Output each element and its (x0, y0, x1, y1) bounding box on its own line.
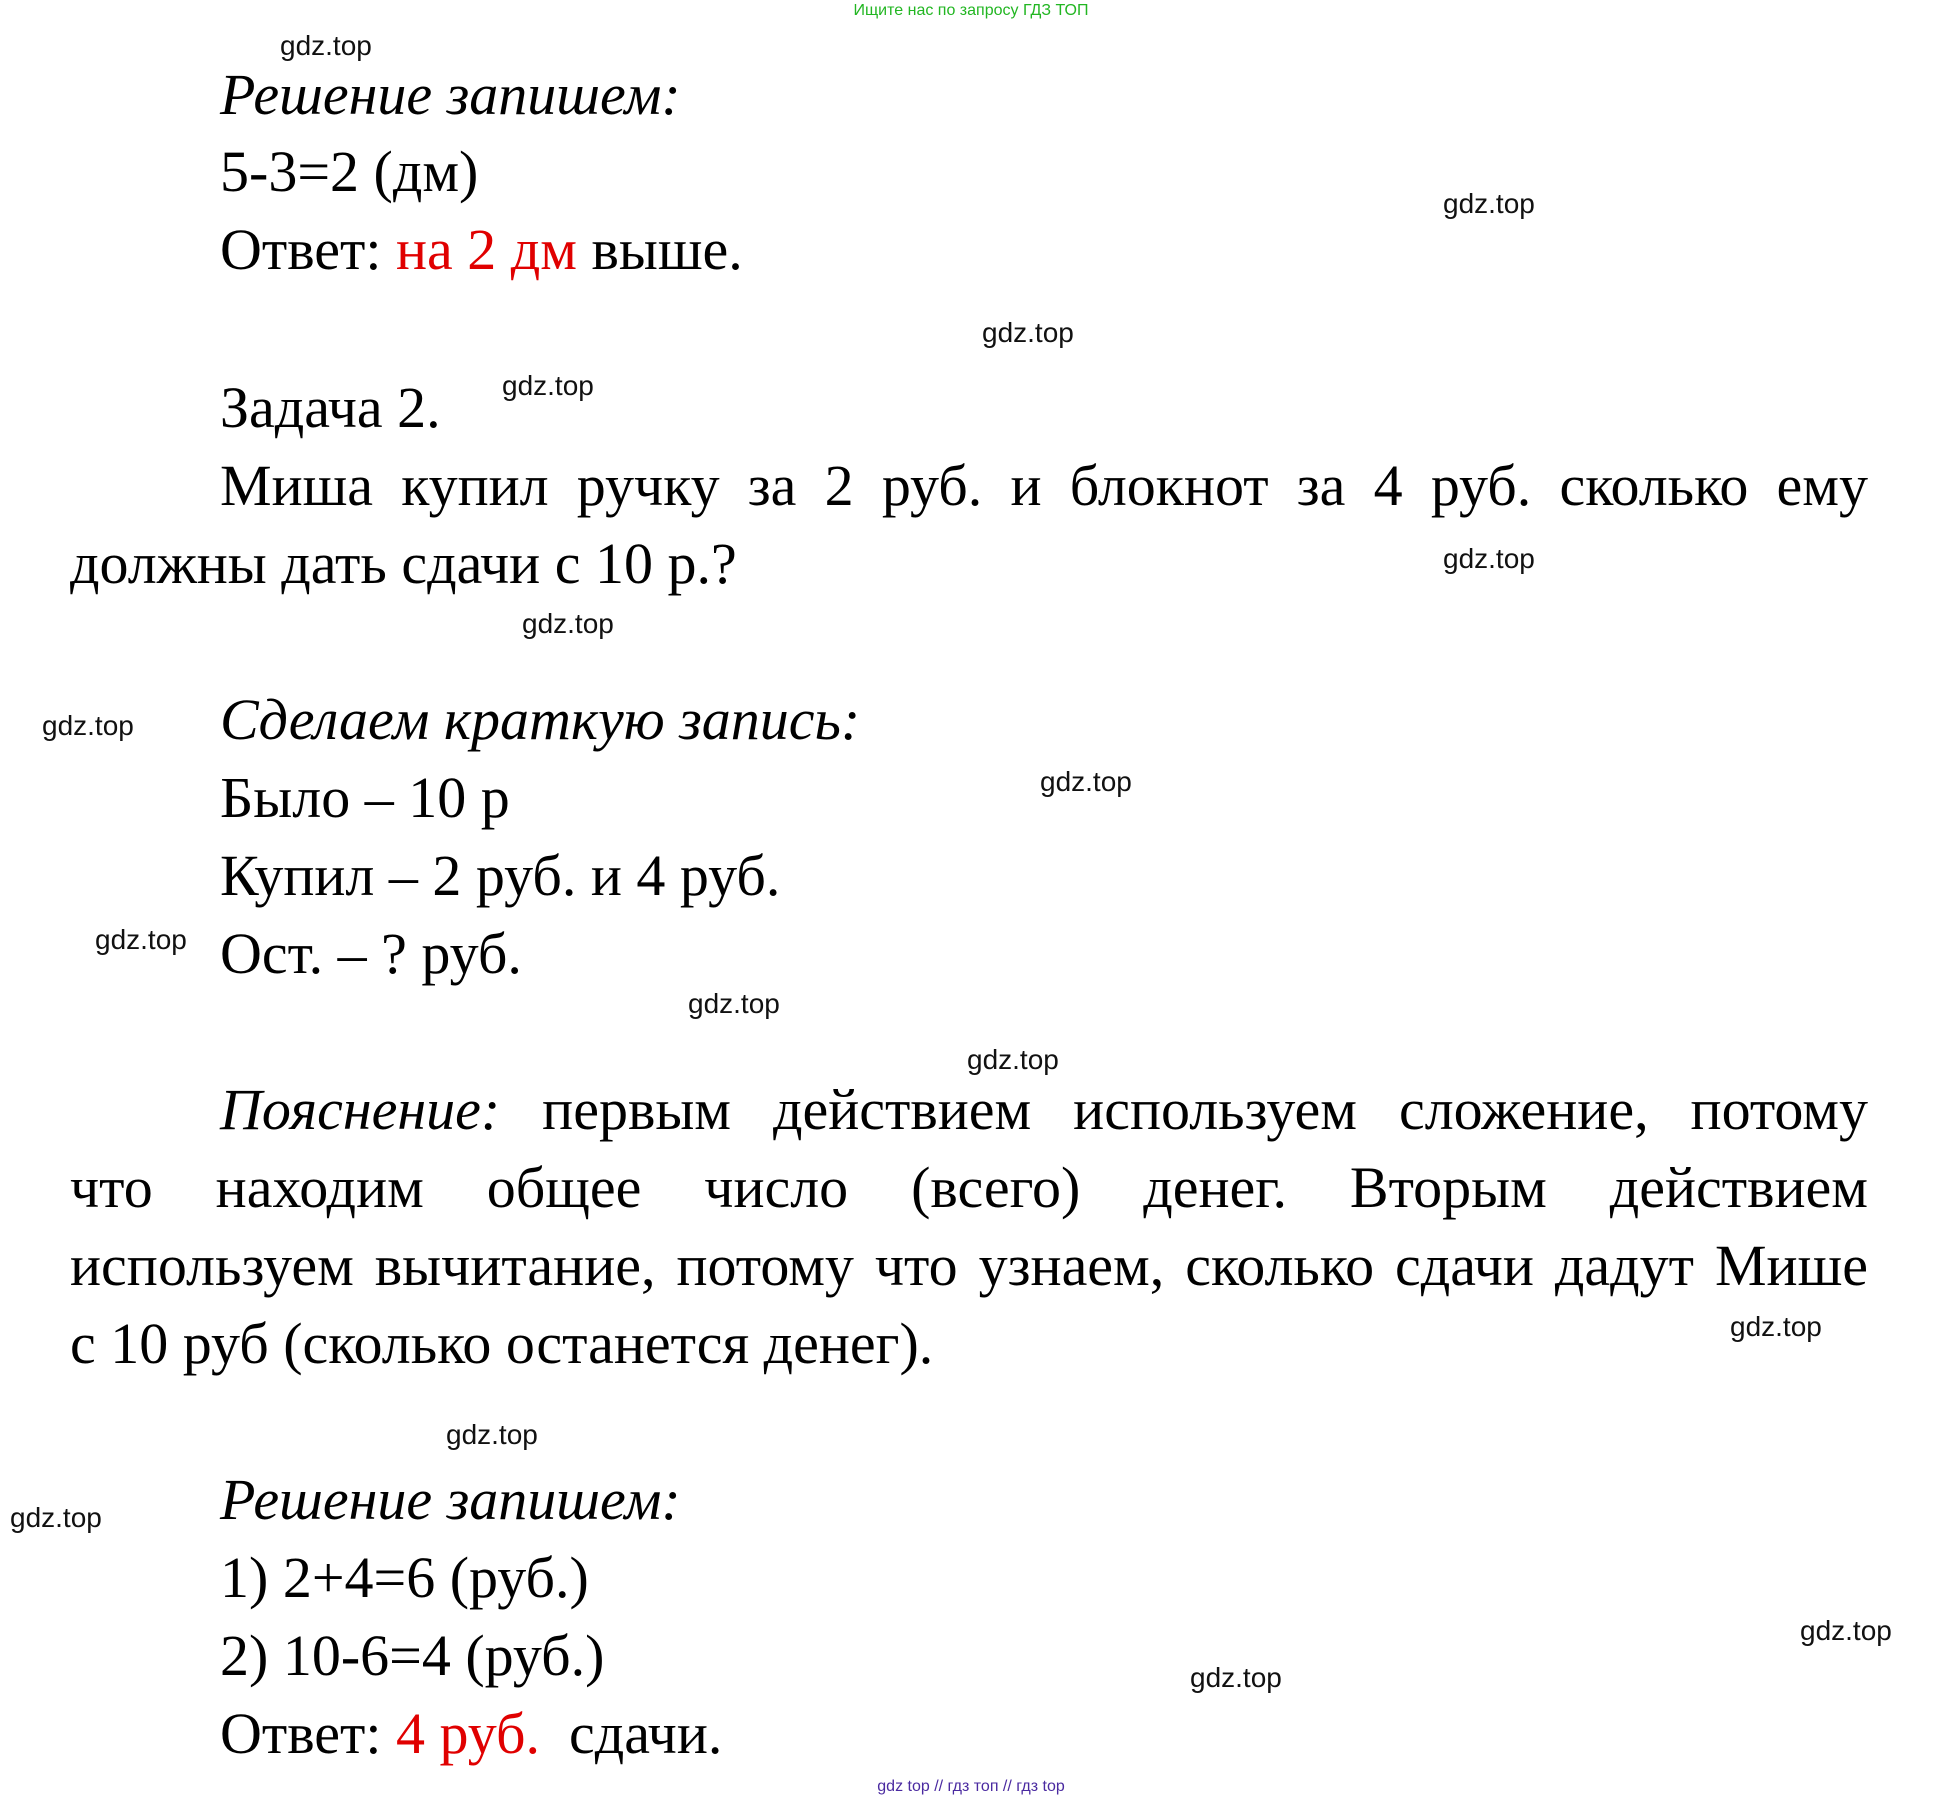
watermark: gdz.top (10, 1502, 102, 1533)
short-note-line3: Ост. – ? руб. (220, 921, 522, 986)
explanation-line1 (220, 1075, 1868, 1145)
answer-label: Ответ: (220, 1701, 382, 1766)
task-text-line1: Миша купил ручку за 2 руб. и блокнот за 4 руб. сколько ему (220, 453, 1868, 518)
watermark: gdz.top (95, 924, 187, 955)
explanation-line4: с 10 руб (сколько останется денег). (70, 1311, 934, 1376)
task-text-line2: должны дать сдачи с 10 р.? (70, 531, 737, 596)
solution-step1: 1) 2+4=6 (руб.) (220, 1545, 589, 1610)
watermark: gdz.top (982, 317, 1074, 348)
answer-value: 4 руб. (395, 1701, 540, 1766)
solution-answer-line (220, 1699, 722, 1769)
watermark: gdz.top (1190, 1662, 1282, 1693)
watermark: gdz.top (688, 988, 780, 1019)
watermark: gdz.top (1443, 188, 1535, 219)
watermark: gdz.top (967, 1044, 1059, 1075)
prev-solution-heading: Решение запишем: (220, 62, 681, 127)
explanation-label: Пояснение: (220, 1077, 501, 1142)
explanation-line3: используем вычитание, потому что узнаем, сколько сдачи дадут Мише (70, 1233, 1868, 1298)
short-note-line2: Купил – 2 руб. и 4 руб. (220, 843, 781, 908)
answer-tail: выше. (591, 217, 743, 282)
watermark: gdz.top (1730, 1311, 1822, 1342)
task-title: Задача 2. (220, 375, 441, 440)
answer-label: Ответ: (220, 217, 382, 282)
explanation-line2: что находим общее число (всего) денег. Вторым действием (70, 1155, 1868, 1220)
solution-step2: 2) 10-6=4 (руб.) (220, 1623, 605, 1688)
answer-value: на 2 дм (395, 217, 577, 282)
watermark: gdz.top (1443, 543, 1535, 574)
short-note-heading: Сделаем краткую запись: (220, 687, 861, 752)
watermark: gdz.top (280, 30, 372, 61)
prev-answer-line (220, 215, 743, 285)
watermark: gdz.top (1040, 766, 1132, 797)
short-note-line1: Было – 10 р (220, 765, 510, 830)
watermark: gdz.top (1800, 1615, 1892, 1646)
footer-links: gdz top // гдз топ // гдз top (877, 1778, 1065, 1795)
answer-tail: сдачи. (568, 1701, 723, 1766)
watermark: gdz.top (446, 1419, 538, 1450)
watermark: gdz.top (502, 370, 594, 401)
prev-solution-equation: 5-3=2 (дм) (220, 139, 479, 204)
top-banner: Ищите нас по запросу ГДЗ ТОП (853, 2, 1089, 19)
watermark: gdz.top (522, 608, 614, 639)
explanation-line1-text: первым действием используем сложение, потому (542, 1077, 1868, 1142)
watermark: gdz.top (42, 710, 134, 741)
solution-heading: Решение запишем: (220, 1467, 681, 1532)
